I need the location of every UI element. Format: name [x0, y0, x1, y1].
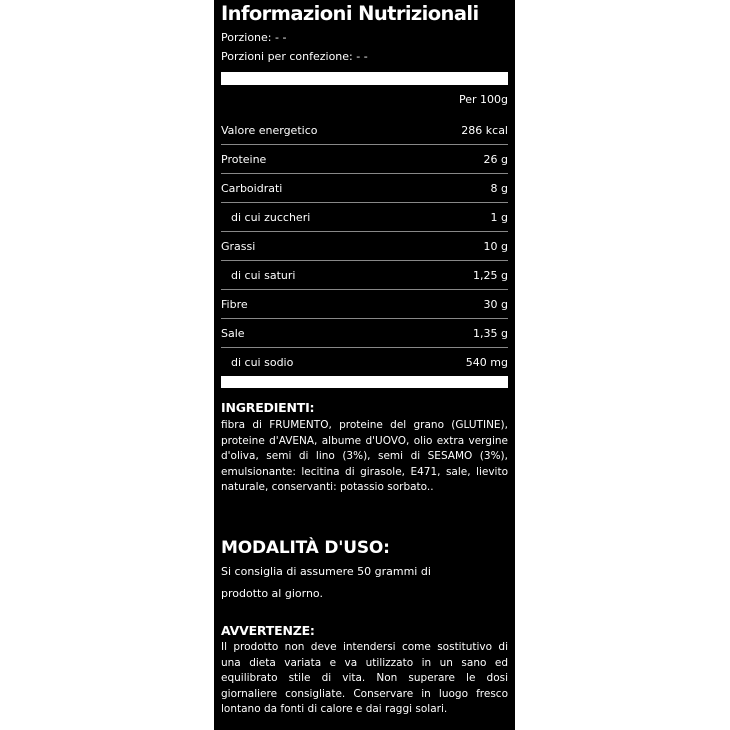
- nutrition-row: [221, 173, 508, 202]
- nutrient-value: 540 mg: [465, 355, 508, 369]
- nutrient-label: Fibre: [221, 297, 248, 311]
- warnings-heading: AVVERTENZE:: [221, 623, 315, 638]
- column-header: Per 100g: [458, 93, 508, 106]
- divider-bar-bottom: [221, 376, 508, 388]
- nutrition-row: [221, 202, 508, 231]
- ingredients-text: fibra di FRUMENTO, proteine del grano (GLUTINE), proteine d'AVENA, albume d'UOVO, olio extra vergine d'oliva, semi di lino (3%), semi di SESAMO (3%), emulsionante: lecitina di girasole, E471, sale, lievito naturale, conservanti: potassio sorbato..: [221, 419, 508, 494]
- servings-per-pack: Porzioni per confezione: - -: [221, 50, 368, 63]
- nutrition-row: [221, 289, 508, 318]
- nutrient-label: Grassi: [221, 239, 256, 253]
- usage-heading: MODALITÀ D'USO:: [221, 538, 390, 558]
- nutrient-value: 286 kcal: [461, 123, 508, 137]
- nutrition-label-panel: [214, 0, 515, 730]
- nutrition-row: [221, 116, 508, 144]
- nutrient-value: 10 g: [483, 239, 508, 253]
- nutrient-label: Valore energetico: [221, 123, 318, 137]
- nutrient-value: 26 g: [483, 152, 508, 166]
- divider-bar-top: [221, 72, 508, 85]
- usage-text: Si consiglia di assumere 50 grammi di prodotto al giorno.: [221, 565, 431, 600]
- nutrient-label: Sale: [221, 326, 245, 340]
- nutrition-row: [221, 144, 508, 173]
- nutrient-value: 1,25 g: [473, 268, 508, 282]
- warnings-text: Il prodotto non deve intendersi come sostitutivo di una dieta variata e va utilizzato in un sano ed equilibrato stile di vita. Non superare le dosi giornaliere consigliate. Conservare in luogo fresco lontano da fonti di calore e dai raggi solari.: [221, 641, 508, 716]
- nutrient-value: 8 g: [490, 181, 508, 195]
- nutrient-label: di cui zuccheri: [231, 210, 311, 224]
- label-title: Informazioni Nutrizionali: [221, 2, 479, 25]
- nutrient-value: 1,35 g: [473, 326, 508, 340]
- nutrition-row: [221, 260, 508, 289]
- nutrient-value: 1 g: [490, 210, 508, 224]
- nutrition-table: [221, 116, 508, 376]
- nutrient-label: di cui sodio: [231, 355, 294, 369]
- ingredients-heading: INGREDIENTI:: [221, 400, 315, 415]
- nutrition-row: [221, 318, 508, 347]
- nutrition-row: [221, 347, 508, 376]
- nutrition-row: [221, 231, 508, 260]
- nutrient-label: di cui saturi: [231, 268, 296, 282]
- serving-size: Porzione: - -: [221, 31, 287, 44]
- nutrient-label: Carboidrati: [221, 181, 283, 195]
- nutrient-value: 30 g: [483, 297, 508, 311]
- nutrient-label: Proteine: [221, 152, 267, 166]
